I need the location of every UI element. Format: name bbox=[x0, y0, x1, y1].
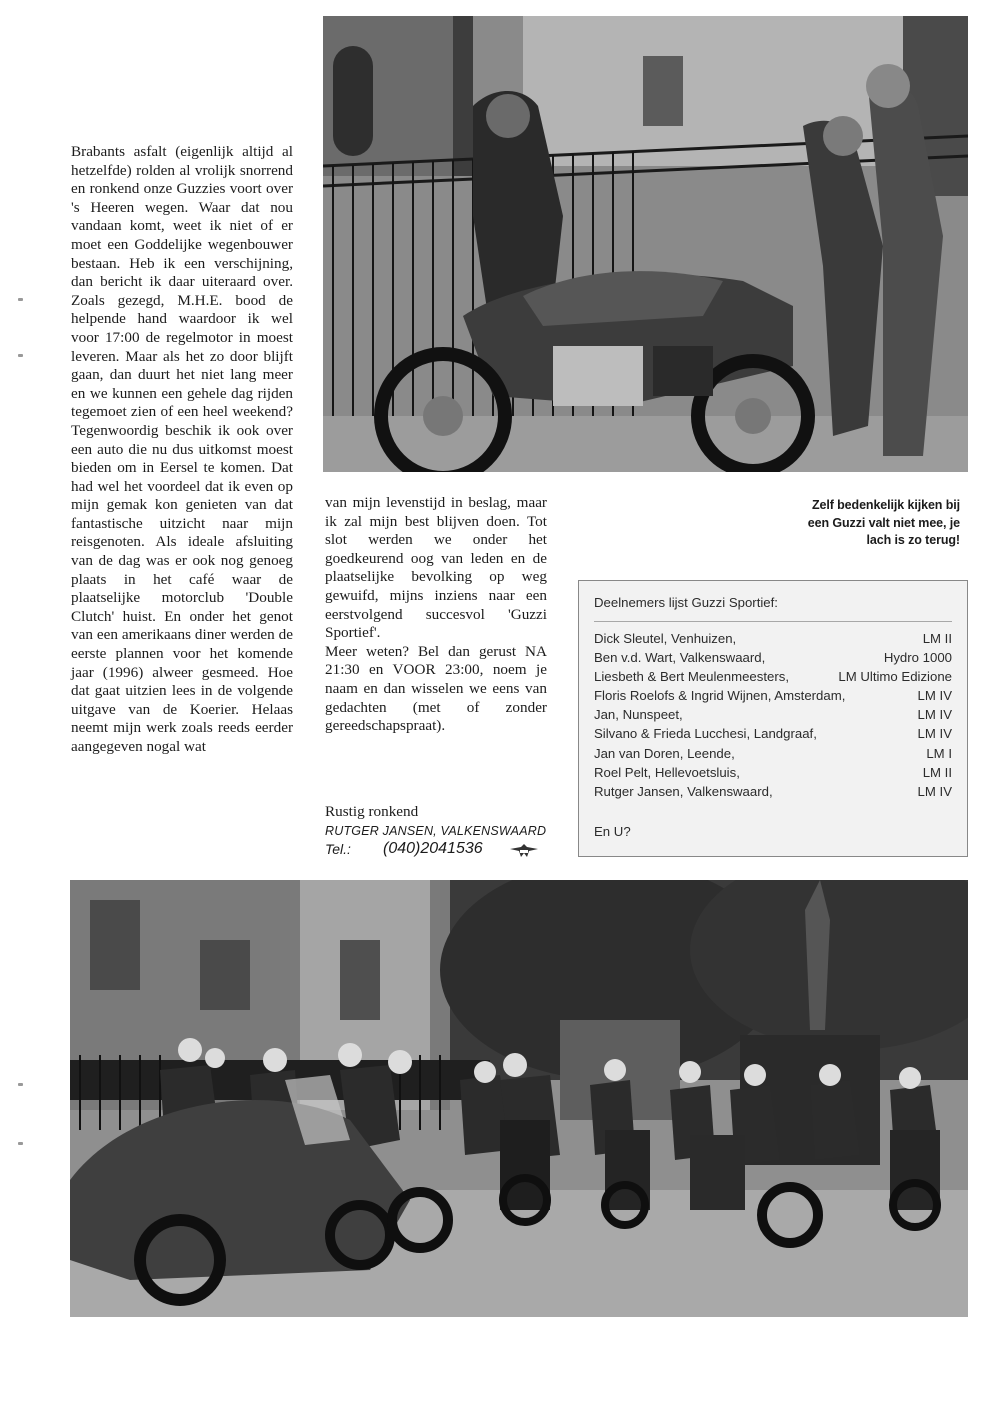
participant-name: Jan van Doren, Leende, bbox=[594, 745, 735, 761]
participant-bike: Hydro 1000 bbox=[883, 650, 952, 666]
participant-row bbox=[594, 744, 952, 763]
participant-bike: LM IV bbox=[917, 688, 952, 704]
participant-row bbox=[594, 782, 952, 801]
participant-bike: LM IV bbox=[917, 707, 952, 723]
participant-name: Dick Sleutel, Venhuizen, bbox=[594, 631, 737, 646]
participants-list bbox=[594, 629, 952, 801]
participants-title: Deelnemers lijst Guzzi Sportief: bbox=[594, 595, 778, 610]
motorcycle-photo bbox=[323, 16, 968, 472]
participant-bike: LM II bbox=[922, 764, 952, 780]
participant-bike: LM Ultimo Edizione bbox=[838, 669, 952, 685]
participant-name: Jan, Nunspeet, bbox=[594, 707, 683, 723]
photo-caption: Zelf bedenkelijk kijken bij een Guzzi valt niet mee, je lach is zo terug! bbox=[807, 498, 960, 547]
scan-mark bbox=[18, 354, 23, 357]
participant-row bbox=[594, 705, 952, 724]
scan-mark bbox=[18, 298, 23, 301]
participant-name: Liesbeth & Bert Meulenmeesters, bbox=[594, 669, 789, 685]
article-paragraph: Meer weten? Bel dan gerust NA 21:30 en VOOR 23:00, noem je naam en dan wisselen we eens van gedachten (met of zonder gereedschapspraat). bbox=[325, 642, 547, 735]
guzzi-eagle-logo-icon bbox=[509, 843, 539, 859]
article-column-left bbox=[71, 143, 293, 757]
telephone-label: Tel.: bbox=[325, 841, 351, 858]
participants-footer: En U? bbox=[594, 824, 631, 839]
author-name: RUTGER JANSEN, VALKENSWAARD bbox=[325, 823, 547, 838]
participant-name: Roel Pelt, Hellevoetsluis, bbox=[594, 764, 740, 780]
group-photo bbox=[70, 880, 968, 1317]
participant-bike: LM I bbox=[926, 745, 952, 761]
participant-name: Ben v.d. Wart, Valkenswaard, bbox=[594, 650, 766, 666]
telephone-number: (040)2041536 bbox=[383, 840, 483, 858]
participant-bike: LM IV bbox=[917, 726, 952, 742]
participant-name: Rutger Jansen, Valkenswaard, bbox=[594, 783, 773, 799]
group-photo-icon bbox=[70, 880, 968, 1317]
participant-row bbox=[594, 686, 952, 705]
participant-name: Floris Roelofs & Ingrid Wijnen, Amsterdam, bbox=[594, 688, 846, 704]
divider bbox=[594, 621, 952, 622]
participant-bike: LM IV bbox=[917, 783, 952, 799]
participant-name: Silvano & Frieda Lucchesi, Landgraaf, bbox=[594, 726, 817, 742]
participants-box bbox=[578, 580, 968, 857]
scan-mark bbox=[18, 1083, 23, 1086]
signoff-text: Rustig ronkend bbox=[325, 803, 419, 820]
participant-row bbox=[594, 763, 952, 782]
motorcycle-photo-icon bbox=[323, 16, 968, 472]
participant-bike: LM II bbox=[922, 631, 952, 646]
participant-row bbox=[594, 629, 952, 648]
article-paragraph: van mijn levenstijd in beslag, maar ik zal mijn best blijven doen. Tot slot werden we onder het goedkeurend oog van leden en de plaatselijke bevolking op weg gewuifd, mijns inziens naar een eerstvolgend succesvol 'Guzzi Sportief'. bbox=[325, 494, 547, 642]
participant-row bbox=[594, 648, 952, 667]
scan-mark bbox=[18, 1142, 23, 1145]
article-paragraph: Brabants asfalt (eigenlijk altijd al hetzelfde) rolden al vrolijk snorrend en ronkend onze Guzzies voort over 's Heeren wegen. Waar dat nou vandaan komt, weet ik niet of er moet een Goddelijke wegenbouwer bestaan. Heb ik een verschijning, dan bericht ik daar uiteraard over. Zoals gezegd, M.H.E. bood de helpende hand waardoor ik wel voor 17:00 de regelmotor in moest leveren. Maar als het zo door blijft gaan, dan duurt het niet lang meer en we kunnen een gehele dag rijden tegemoet zien of een heel weekend? Tegenwoordig beschik ik ook over een auto die nu dus uitkomst moest bieden om in Eersel te komen. Dat had wel het voordeel dat ik even op mijn gemak kon genieten van dat fantastische uitzicht naar mijn reisgenoten. Als ideale afsluiting van de dag was er ook nog genoeg plaats in het café waar de plaatselijke motorclub 'Double Clutch' huist. En onder het genot van een amerikaans diner werden de eerste plannen voor het komende jaar (1996) alweer gesmeed. Hoe dat gaat uitzien lees in de volgende uitgave van de Koerier. Helaas neemt mijn werk zoals reeds eerder aangegeven nogal wat bbox=[71, 143, 293, 755]
participant-row bbox=[594, 724, 952, 743]
participant-row bbox=[594, 667, 952, 686]
article-column-middle bbox=[325, 494, 547, 736]
